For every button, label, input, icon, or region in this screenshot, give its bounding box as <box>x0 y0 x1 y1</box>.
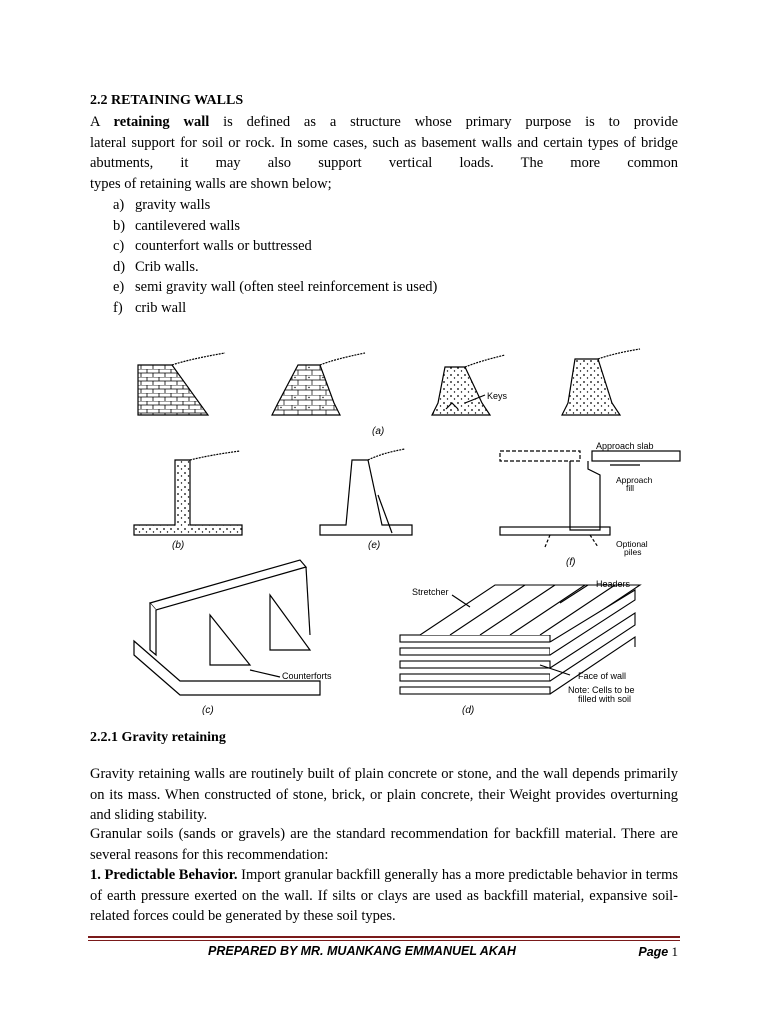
semi-gravity-wall <box>320 449 412 535</box>
list-item <box>113 257 437 278</box>
label-d: (d) <box>462 705 475 716</box>
footer-page <box>638 944 678 960</box>
list-item <box>113 298 437 319</box>
label-stretcher: Stretcher <box>412 587 449 597</box>
list-text: semi gravity wall (often steel reinforcement is used) <box>135 279 438 295</box>
footer-prepared-by: PREPARED BY MR. MUANKANG EMMANUEL AKAH <box>208 944 516 958</box>
list-marker: f) <box>113 299 123 316</box>
list-text: cantilevered walls <box>135 217 241 234</box>
label-f: (f) <box>566 557 576 568</box>
subsection-heading: 2.2.1 Gravity retaining <box>90 730 226 745</box>
list-text: crib wall <box>135 299 187 316</box>
list-marker: e) <box>113 279 125 295</box>
intro-line-2: lateral support for soil or rock. In some cases, such as basement walls and certain types of bridge <box>90 134 678 151</box>
label-e: (e) <box>368 540 381 551</box>
list-text: Crib walls. <box>135 258 199 275</box>
label-piles: piles <box>624 547 642 557</box>
label-headers: Headers <box>596 579 631 589</box>
gravity-paragraph-2: Granular soils (sands or gravels) are the standard recommendation for backfill material. There are several reasons for this recommendation: <box>90 826 678 863</box>
label-approach-slab: Approach slab <box>596 441 654 451</box>
page-number: 1 <box>671 944 678 959</box>
footer-divider-thin <box>88 940 680 941</box>
gravity-paragraph-3 <box>90 865 678 927</box>
wall-types-list <box>113 195 437 318</box>
intro-line-4: types of retaining walls are shown below; <box>90 175 332 192</box>
predictable-behavior-text: Import granular backfill generally has a more predictable behavior in terms of earth pressure exerted on the wall. If silts or clays are used as backfill material, expansive soil-related forces could be generated by these soil types. <box>90 867 678 924</box>
gravity-wall-stone <box>272 353 365 415</box>
gravity-wall-brick <box>138 353 225 415</box>
label-face-of-wall: Face of wall <box>578 671 627 681</box>
label-a: (a) <box>372 426 385 437</box>
label-note-1: Note: Cells to be <box>568 685 635 695</box>
gravity-wall-with-keys <box>432 355 505 415</box>
list-item <box>113 216 437 237</box>
list-item <box>113 195 437 216</box>
intro-lead: A <box>90 114 114 130</box>
label-optional: Optional <box>616 539 648 549</box>
label-note-2: filled with soil <box>578 694 632 704</box>
gravity-paragraph-1: Gravity retaining walls are routinely built of plain concrete or stone, and the wall depends primarily on its mass. When constructed of stone, brick, or plain concrete, their Weight provides overturning and sliding stability. <box>90 766 678 823</box>
gravity-wall-concrete <box>562 349 640 415</box>
predictable-behavior-title: 1. Predictable Behavior. <box>90 867 238 883</box>
bridge-abutment <box>500 451 680 547</box>
list-marker: d) <box>113 258 126 275</box>
label-approach: Approach <box>616 475 653 485</box>
list-marker: a) <box>113 197 125 213</box>
list-marker: b) <box>113 217 126 234</box>
list-text: gravity walls <box>135 197 211 213</box>
retaining-walls-figure <box>120 345 690 720</box>
cantilever-wall <box>134 451 242 535</box>
footer-divider <box>88 936 680 938</box>
section-heading: 2.2 RETAINING WALLS <box>90 93 244 108</box>
intro-line-1 <box>90 112 678 133</box>
intro-line1-rest: is defined as a structure whose primary purpose is to provide <box>209 114 679 130</box>
label-b: (b) <box>172 540 185 551</box>
intro-line-3: abutments, it may also support vertical loads. The more common <box>90 155 678 171</box>
label-c: (c) <box>202 705 214 716</box>
label-counterforts: Counterforts <box>282 671 332 681</box>
list-item <box>113 277 437 298</box>
list-text: counterfort walls or buttressed <box>135 238 312 254</box>
label-keys: Keys <box>487 391 508 401</box>
list-item <box>113 236 437 257</box>
intro-term: retaining wall <box>113 114 210 130</box>
label-fill: fill <box>626 483 635 493</box>
page-label: Page <box>638 945 669 959</box>
list-marker: c) <box>113 238 125 254</box>
